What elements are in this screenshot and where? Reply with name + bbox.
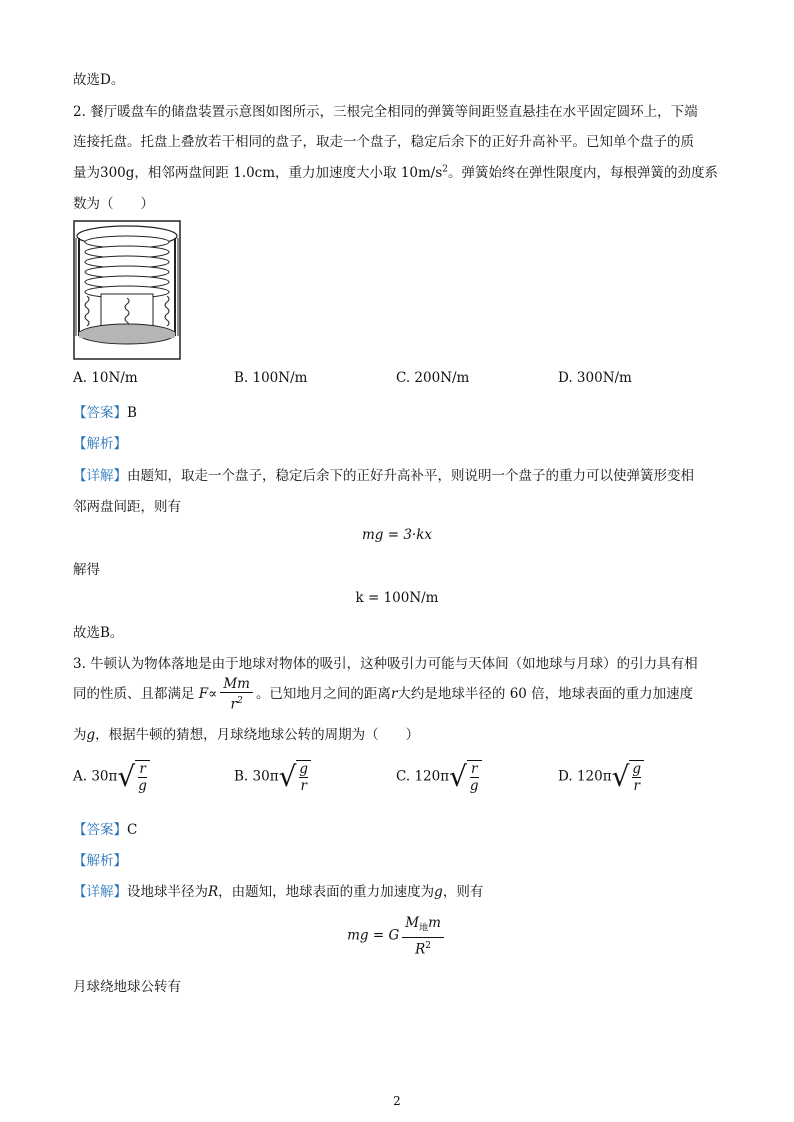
answer-value: B	[127, 405, 137, 421]
answer-tag: 【答案】	[73, 822, 127, 838]
option-label: D.	[558, 768, 573, 785]
square-root	[449, 760, 482, 794]
text: 。已知地月之间的距离	[255, 685, 391, 702]
answer-tag: 【答案】	[73, 405, 127, 421]
spring	[85, 296, 89, 326]
q3-option-c	[396, 760, 482, 794]
superscript: 2	[425, 940, 432, 951]
equation-lhs: mg = G	[347, 927, 400, 944]
radicand	[467, 760, 482, 794]
question-3-line-1: 3. 牛顿认为物体落地是由于地球对物体的吸引，这种吸引力可能与天体间（如地球与月球）的引力具有相	[73, 656, 698, 672]
radicand	[296, 760, 311, 794]
text: 为	[73, 727, 87, 743]
square-root	[279, 760, 312, 794]
radius-symbol: R	[415, 941, 426, 958]
option-label: C.	[396, 768, 411, 785]
fraction-numerator: Mm	[220, 676, 253, 693]
option-label: B.	[234, 768, 249, 785]
option-label: A.	[73, 768, 88, 785]
q3-answer	[73, 818, 137, 838]
text: r	[230, 696, 237, 713]
q2-answer	[73, 401, 137, 421]
q2-analysis-tag	[73, 432, 127, 452]
q2-detail-line-1	[73, 464, 694, 484]
spring	[165, 296, 169, 326]
mass-symbol: m	[428, 915, 441, 931]
text: 由题知，取走一个盘子，稳定后余下的正好升高补平，则说明一个盘子的重力可以使弹簧形变相	[127, 468, 694, 484]
analysis-tag: 【解析】	[73, 436, 127, 452]
q2-option-d: D. 300N/m	[558, 370, 632, 386]
radicand-numerator: r	[139, 761, 146, 777]
gravity-symbol: g	[86, 727, 96, 743]
superscript: 2	[236, 696, 243, 706]
detail-tag: 【详解】	[73, 884, 127, 900]
question-3-line-2	[73, 676, 693, 713]
radical-icon: √	[278, 760, 297, 793]
detail-tag: 【详解】	[73, 468, 127, 484]
q2-solve-text: 解得	[73, 562, 100, 578]
radicand-numerator: g	[299, 761, 309, 777]
analysis-tag: 【解析】	[73, 853, 127, 869]
question-2-line-4: 数为（ ）	[73, 196, 154, 212]
spring-tray-figure	[73, 220, 181, 360]
option-coefficient: 120π	[576, 768, 612, 785]
q2-conclusion: 故选B。	[73, 625, 124, 641]
q2-option-b: B. 100N/m	[234, 370, 308, 386]
text: 量为300g，相邻两盘间距 1.0cm，重力加速度大小取 10m/s	[73, 165, 443, 181]
option-coefficient: 120π	[414, 768, 450, 785]
q3-option-a	[73, 760, 150, 794]
mass-symbol: M	[405, 915, 420, 931]
q3-option-d	[558, 760, 644, 794]
radicand-numerator: r	[471, 761, 478, 777]
superscript: 2	[442, 164, 449, 175]
text: ，由题知，地球表面的重力加速度为	[218, 884, 435, 900]
radicand-numerator: g	[632, 761, 642, 777]
subscript: 地	[419, 923, 429, 934]
fraction-denominator	[220, 693, 253, 713]
q2-option-a: A. 10N/m	[73, 370, 138, 386]
radicand-denominator: r	[300, 778, 307, 794]
q2-option-c: C. 200N/m	[396, 370, 470, 386]
distance-symbol: r	[390, 685, 398, 702]
question-2-line-1: 2. 餐厅暖盘车的储盘装置示意图如图所示，三根完全相同的弹簧等间距竖直悬挂在水平固定圆环上，下端	[73, 104, 698, 120]
square-root	[117, 760, 150, 794]
option-coefficient: 30π	[91, 768, 118, 785]
radius-symbol: R	[208, 884, 219, 900]
radicand-denominator: g	[138, 778, 147, 794]
page-number: 2	[393, 1094, 401, 1108]
question-2-line-2: 连接托盘。托盘上叠放若干相同的盘子，取走一个盘子，稳定后余下的正好升高补平。已知单个盘子的质	[73, 134, 694, 150]
fraction-mass-radius	[402, 915, 444, 957]
text: ，则有	[442, 884, 484, 900]
fraction-numerator	[402, 915, 444, 938]
fraction-denominator	[402, 938, 444, 958]
radical-icon: √	[449, 760, 467, 793]
text: 大约是地球半径的 60 倍，地球表面的重力加速度	[397, 685, 694, 702]
radicand-denominator: r	[633, 778, 640, 794]
q2-detail-line-2: 邻两盘间距，则有	[73, 499, 181, 515]
text: 设地球半径为	[127, 884, 208, 900]
text: 。弹簧始终在弹性限度内，每根弹簧的劲度系	[448, 165, 719, 181]
text-line: 故选D。	[73, 72, 125, 88]
q3-detail-line	[73, 880, 483, 900]
proportional-symbol: ∝	[208, 685, 218, 702]
radicand	[135, 760, 150, 794]
text: 同的性质、且都满足	[73, 685, 195, 702]
option-coefficient: 30π	[252, 768, 279, 785]
radical-icon: √	[611, 760, 630, 793]
answer-value: C	[127, 822, 138, 838]
text: ，根据牛顿的猜想，月球绕地球公转的周期为（ ）	[95, 727, 420, 743]
q2-equation-1: mg = 3·kx	[361, 527, 432, 543]
q3-last-line: 月球绕地球公转有	[73, 979, 181, 995]
q2-equation-2: k = 100N/m	[355, 590, 439, 606]
radicand	[629, 760, 644, 794]
square-root	[612, 760, 645, 794]
q3-equation-1	[0, 915, 794, 957]
radical-icon: √	[117, 760, 136, 793]
fraction-mm-r2	[220, 676, 253, 713]
question-3-line-3	[73, 723, 419, 743]
base-tray-edge	[79, 332, 175, 338]
gravity-symbol: g	[434, 884, 443, 900]
radicand-denominator: g	[469, 778, 479, 794]
q3-option-b	[234, 760, 311, 794]
q3-analysis-tag	[73, 849, 127, 869]
force-symbol: F	[198, 685, 209, 702]
question-2-line-3	[73, 161, 718, 181]
